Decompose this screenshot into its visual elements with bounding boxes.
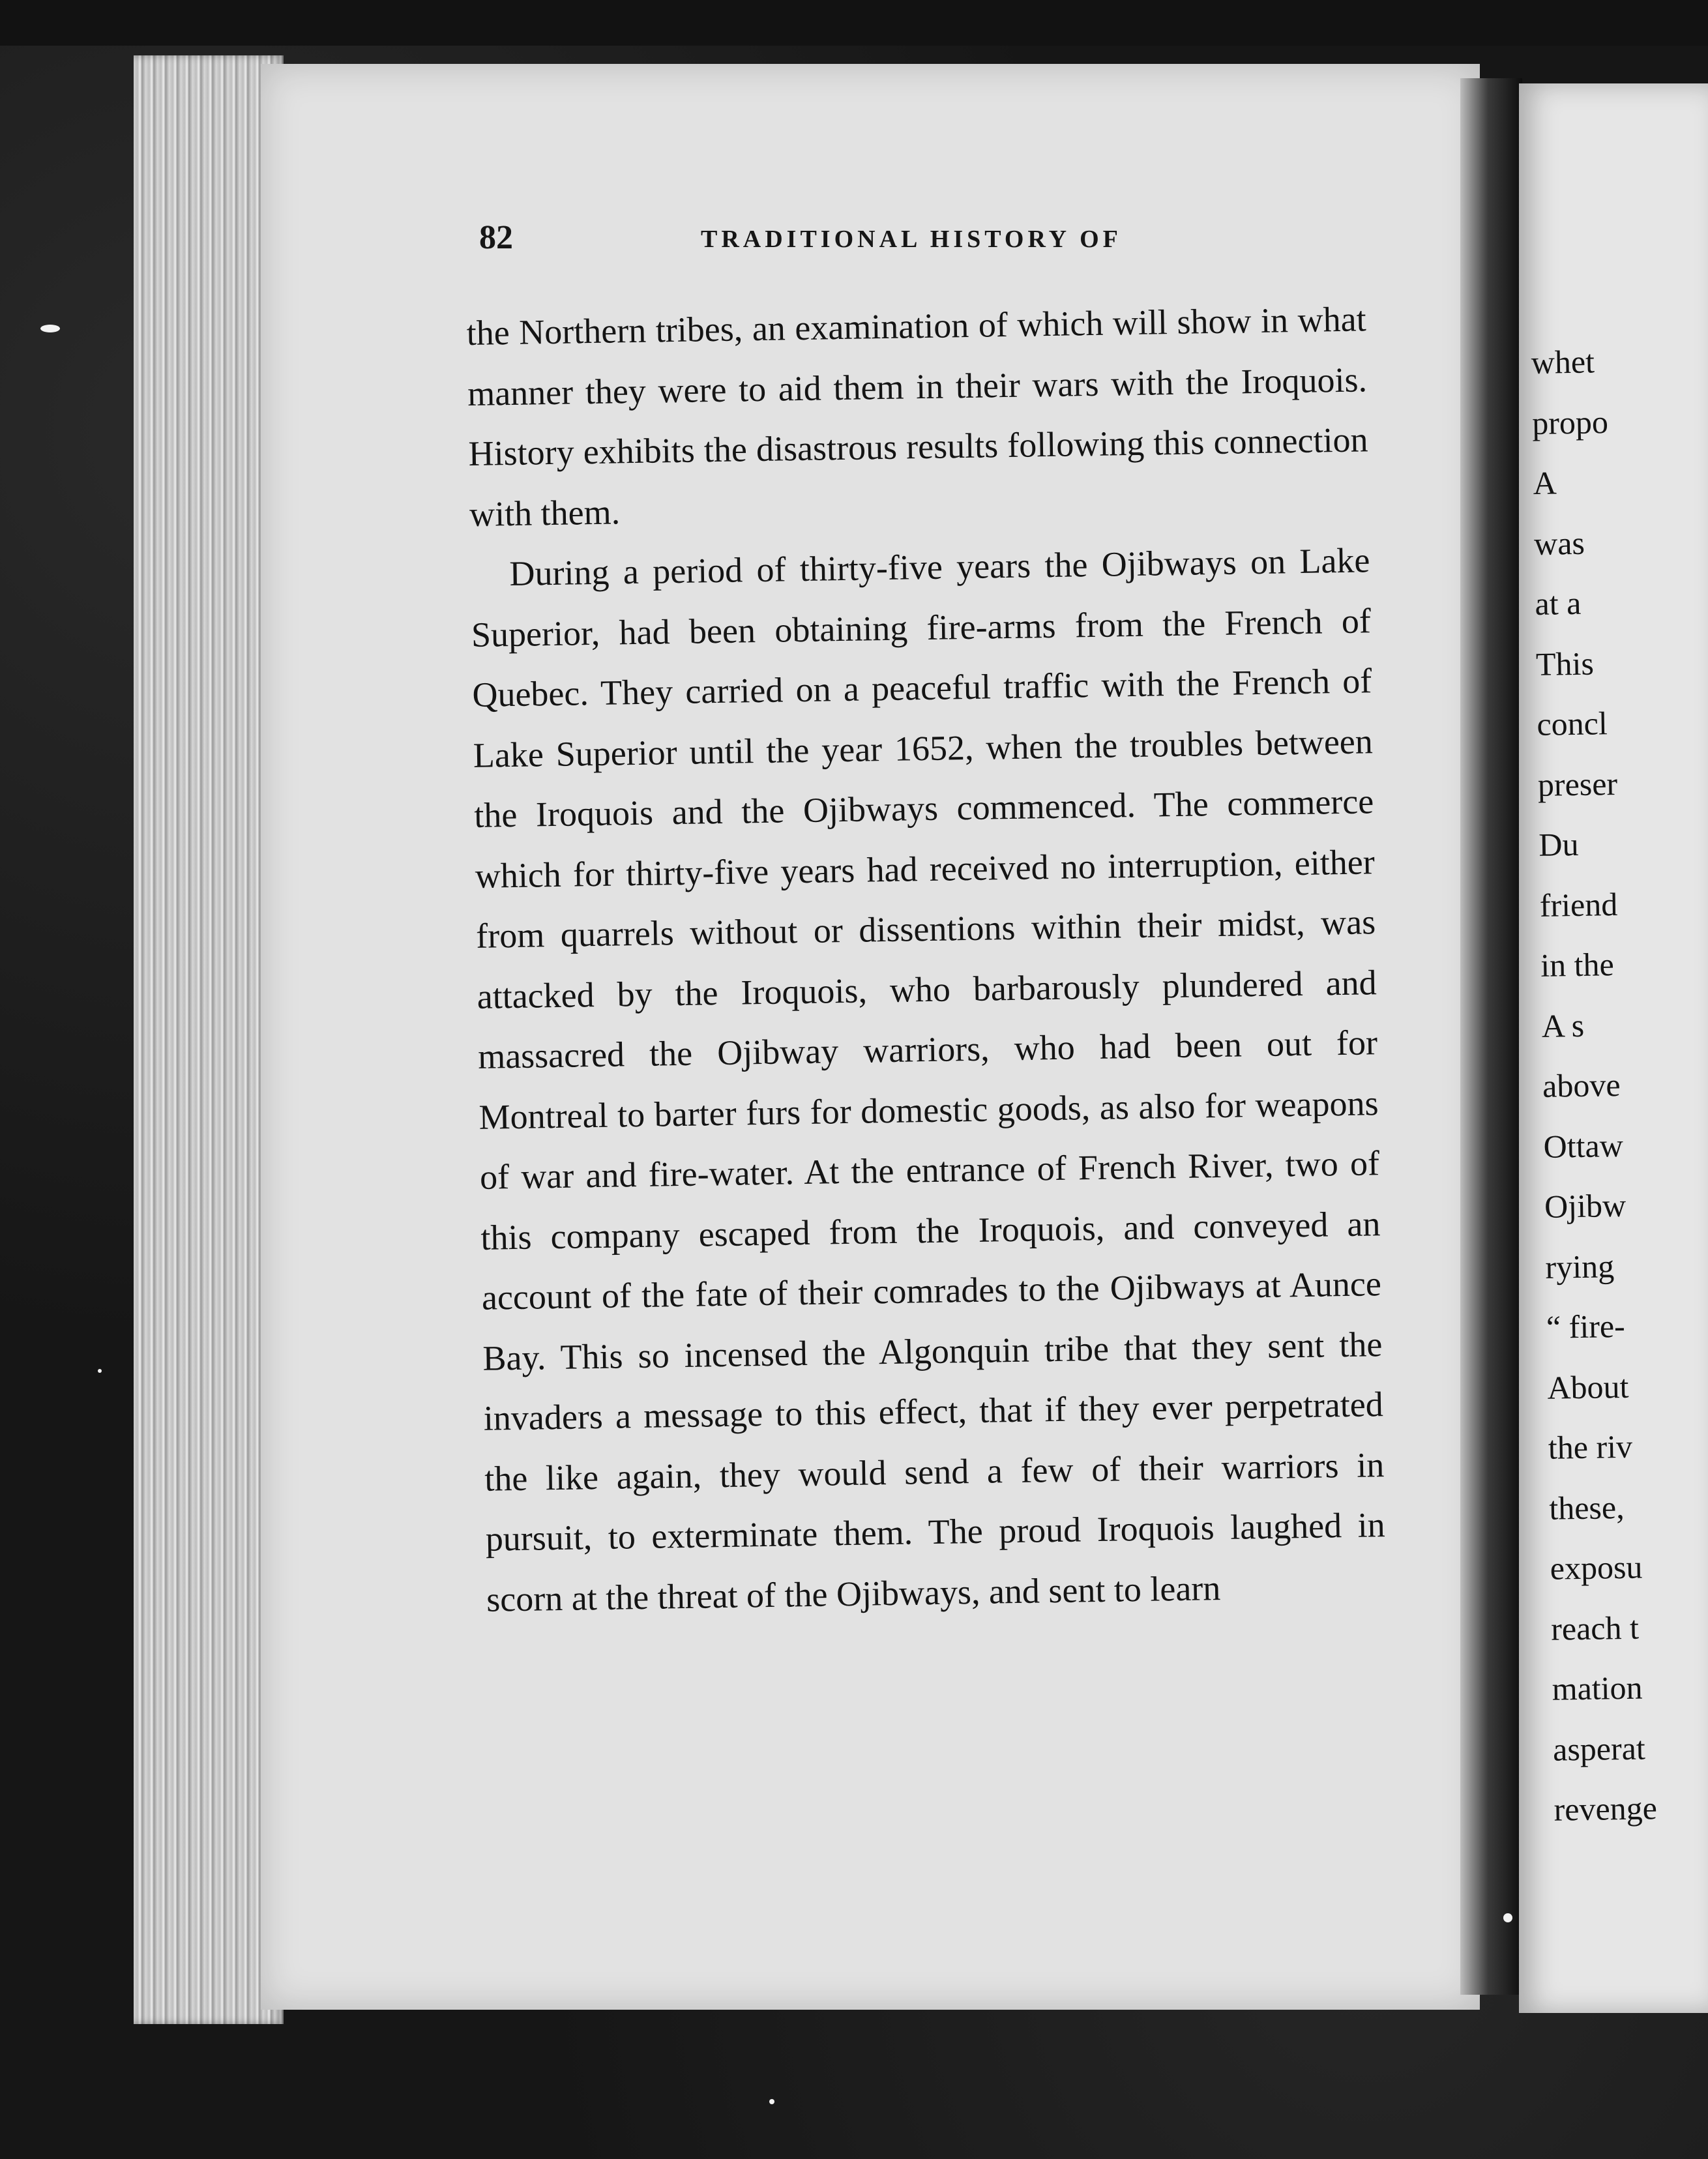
right-page-line: About bbox=[1546, 1368, 1629, 1406]
paragraph: During a period of thirty-five years the Ojibways on Lake Superior, had been obtaining fire-arms from the French of Quebec. They carried on a peaceful traffic with the French of Lake Superior until the year 1652, when the troubles between the Iroquois and the Ojibways commenced. The commerce which for thirty-five years had received no interruption, either from quarrels without or dissentions within their midst, was attacked by the Iroquois, who barbarously plundered and massacred the Ojibway warriors, who had been out for Montreal to barter furs for domestic goods, as also for weapons of war and fire-water. At the entrance of French River, two of this company escaped from the Iroquois, and conveyed an account of the fate of their comrades to the Ojibways at Aunce Bay. This so incensed the Algonquin tribe that they sent the invaders a message to this effect, that if they ever perpetrated the like again, they would send a few of their warriors in pursuit, to exterminate them. The proud Iroquois laughed in scorn at the threat of the Ojibways, and sent to learn bbox=[471, 540, 1386, 1619]
right-page-line: This bbox=[1535, 645, 1595, 683]
right-page-line: Ojibw bbox=[1544, 1186, 1627, 1225]
film-edge bbox=[0, 0, 1708, 46]
right-page-line: these, bbox=[1548, 1488, 1625, 1527]
right-page-line: rying bbox=[1545, 1247, 1615, 1285]
body-text bbox=[466, 289, 1387, 1629]
right-page-line: “ fire- bbox=[1546, 1307, 1626, 1345]
dust-speck bbox=[98, 1369, 102, 1373]
book-gutter bbox=[1460, 78, 1522, 1995]
right-page-line: concl bbox=[1537, 705, 1608, 742]
right-page-line: propo bbox=[1531, 403, 1609, 441]
right-page-line: A s bbox=[1541, 1006, 1585, 1044]
dust-speck bbox=[1503, 1913, 1512, 1922]
right-page-line: Ottaw bbox=[1543, 1126, 1624, 1165]
right-page-line: the riv bbox=[1548, 1428, 1633, 1466]
right-page-text bbox=[1531, 330, 1708, 1840]
dust-speck bbox=[40, 325, 60, 332]
right-page-line: exposu bbox=[1550, 1548, 1643, 1587]
right-page-line: asperat bbox=[1552, 1729, 1646, 1768]
right-page-line: Du bbox=[1538, 825, 1579, 863]
dust-speck bbox=[769, 2099, 774, 2104]
right-page-line: preser bbox=[1537, 765, 1618, 803]
right-page-line: at a bbox=[1535, 584, 1582, 622]
right-page-line: revenge bbox=[1553, 1789, 1658, 1828]
right-page-line: whet bbox=[1531, 343, 1595, 381]
right-page-line: reach t bbox=[1550, 1609, 1640, 1647]
right-page-line: in the bbox=[1540, 946, 1615, 984]
right-page-line: mation bbox=[1552, 1669, 1643, 1707]
page-number: 82 bbox=[479, 219, 513, 256]
running-head bbox=[479, 218, 1379, 257]
right-page-line: A bbox=[1533, 464, 1557, 501]
right-page-line: above bbox=[1542, 1066, 1621, 1104]
paragraph: the Northern tribes, an examination of which will show in what manner they were to aid them in their wars with the Iroquois. History exhibits the disastrous results following this connection with them. bbox=[466, 299, 1368, 534]
right-page-line: friend bbox=[1539, 885, 1618, 924]
right-page-line: was bbox=[1533, 524, 1585, 562]
running-title: TRADITIONAL HISTORY OF bbox=[701, 226, 1122, 253]
